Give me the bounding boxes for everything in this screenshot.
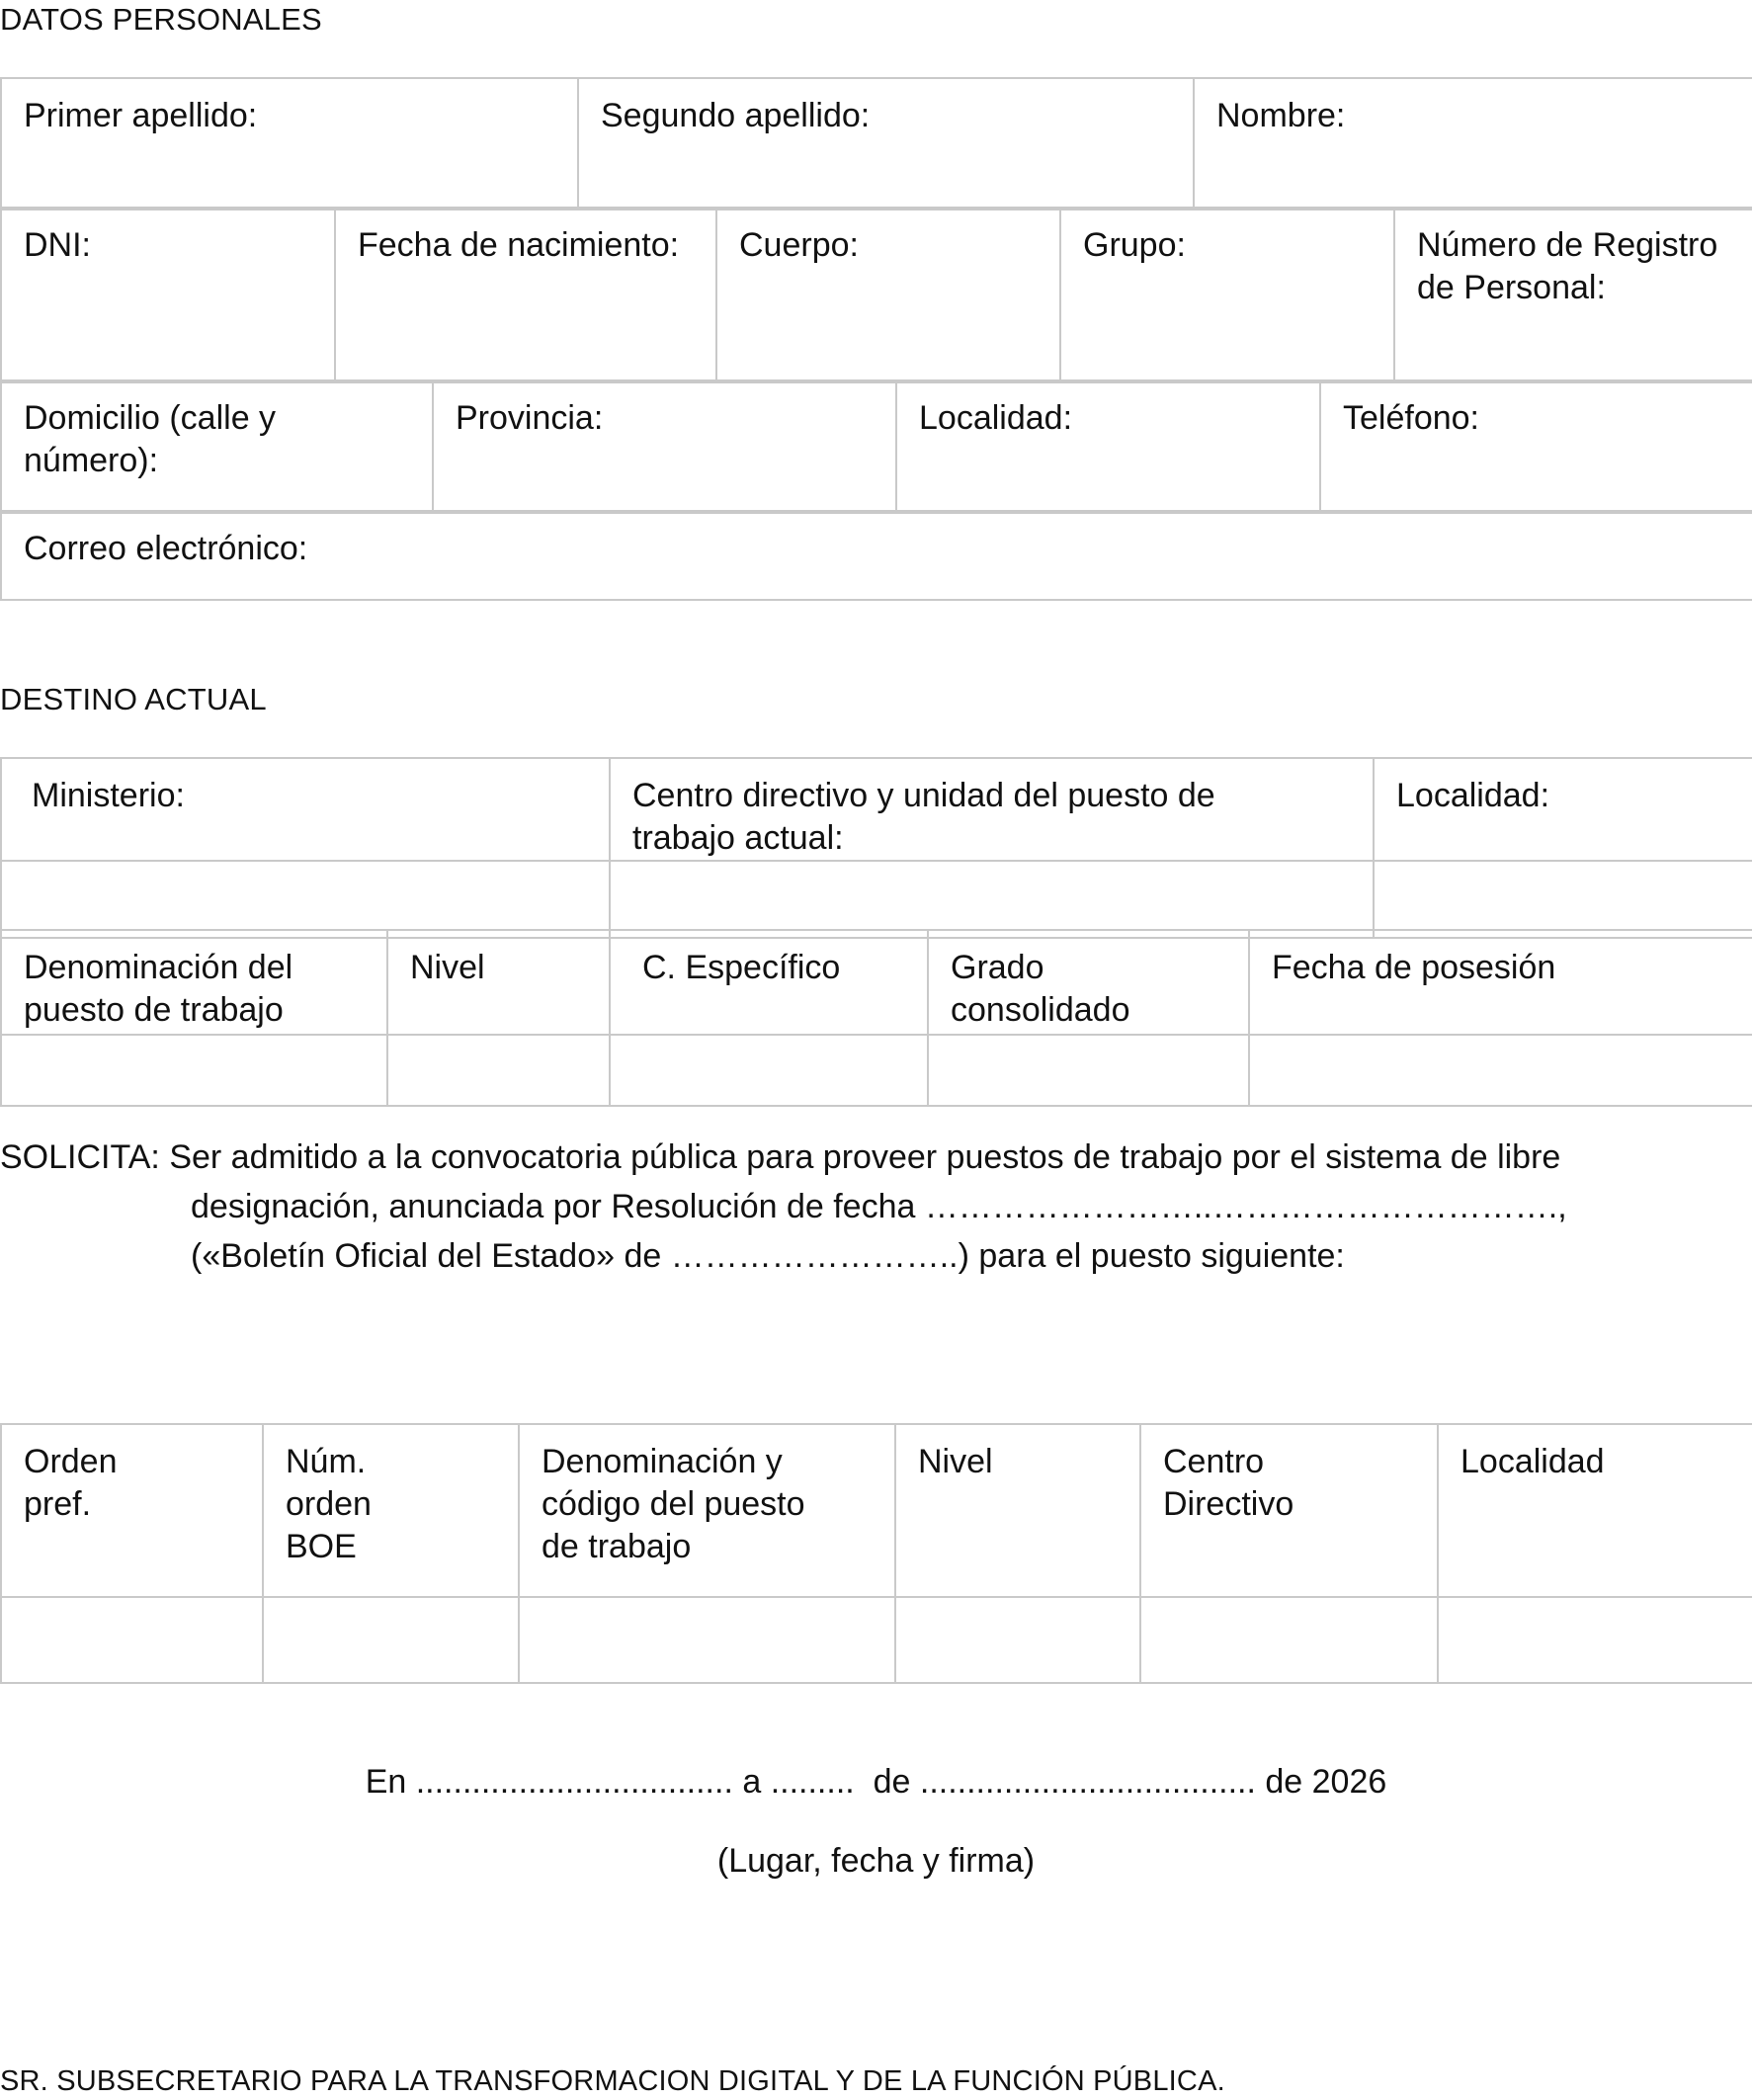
input-ministerio[interactable] [1, 861, 610, 938]
solicita-label: SOLICITA: [0, 1138, 160, 1176]
header-denominacion-codigo: Denominación y código del puesto de trabajo [519, 1424, 895, 1597]
field-dni[interactable]: DNI: [1, 208, 335, 382]
input-fecha-posesion[interactable] [1249, 1035, 1752, 1106]
puestos-table [0, 1423, 1752, 1684]
input-nivel[interactable] [387, 1035, 610, 1106]
input-denominacion-codigo[interactable] [519, 1597, 895, 1683]
field-localidad[interactable]: Localidad: [896, 380, 1320, 513]
solicita-line-3 [0, 1230, 1752, 1280]
header-ministerio: Ministerio: [1, 758, 610, 861]
field-primer-apellido[interactable]: Primer apellido: [1, 78, 578, 210]
solicita-line-2 [0, 1181, 1752, 1230]
solicita-line-1 [0, 1132, 1752, 1181]
datos-personales-row2 [0, 207, 1752, 383]
field-segundo-apellido[interactable]: Segundo apellido: [578, 78, 1194, 210]
input-denominacion-puesto[interactable] [1, 1035, 387, 1106]
field-provincia[interactable]: Provincia: [433, 380, 896, 513]
field-telefono[interactable]: Teléfono: [1320, 380, 1752, 513]
section-title-destino-actual: DESTINO ACTUAL [0, 682, 267, 716]
input-centro-directivo[interactable] [610, 861, 1374, 938]
header-grado-consolidado: Grado consolidado [928, 930, 1249, 1035]
header-num-orden-boe: Núm. orden BOE [263, 1424, 519, 1597]
header-centro-directivo: Centro directivo y unidad del puesto de trabajo actual: [610, 758, 1374, 861]
destino-actual-table-bottom [0, 929, 1752, 1107]
input-nivel-puesto[interactable] [895, 1597, 1140, 1683]
section-title-datos-personales: DATOS PERSONALES [0, 2, 322, 37]
footer-addressee: SR. SUBSECRETARIO PARA LA TRANSFORMACION DIGITAL Y DE LA FUNCIÓN PÚBLICA. [0, 2065, 1225, 2097]
input-localidad-actual[interactable] [1374, 861, 1752, 938]
header-denominacion-puesto: Denominación del puesto de trabajo [1, 930, 387, 1035]
field-cuerpo[interactable]: Cuerpo: [716, 208, 1060, 382]
header-c-especifico: C. Específico [610, 930, 928, 1035]
field-grupo[interactable]: Grupo: [1060, 208, 1394, 382]
destino-actual-table-top [0, 757, 1752, 939]
header-nivel-puesto: Nivel [895, 1424, 1140, 1597]
header-orden-pref: Orden pref. [1, 1424, 263, 1597]
input-num-orden-boe[interactable] [263, 1597, 519, 1683]
input-c-especifico[interactable] [610, 1035, 928, 1106]
field-domicilio[interactable]: Domicilio (calle y número): [1, 380, 433, 513]
field-registro-personal[interactable]: Número de Registro de Personal: [1394, 208, 1752, 382]
solicita-text-3[interactable]: («Boletín Oficial del Estado» de ……………………..) para el puesto siguiente: [191, 1237, 1345, 1275]
header-localidad-puesto: Localidad [1438, 1424, 1752, 1597]
solicita-paragraph [0, 1132, 1752, 1280]
field-correo-electronico[interactable]: Correo electrónico: [1, 511, 1752, 600]
input-localidad-puesto[interactable] [1438, 1597, 1752, 1683]
field-nombre[interactable]: Nombre: [1194, 78, 1752, 210]
lugar-fecha-firma-caption: (Lugar, fecha y firma) [716, 1842, 1036, 1880]
datos-personales-row4 [0, 510, 1752, 601]
input-centro-directivo-puesto[interactable] [1140, 1597, 1438, 1683]
solicita-text-1: Ser admitido a la convocatoria pública para proveer puestos de trabajo por el sistema de libre [169, 1138, 1561, 1176]
header-localidad: Localidad: [1374, 758, 1752, 861]
lugar-fecha-line[interactable]: En .................................. a ......... de .................................... de 2026 [365, 1763, 1387, 1801]
solicita-text-2[interactable]: designación, anunciada por Resolución de fecha ……………………..…………………………., [191, 1188, 1567, 1225]
header-centro-directivo-puesto: Centro Directivo [1140, 1424, 1438, 1597]
datos-personales-row3 [0, 379, 1752, 514]
header-nivel: Nivel [387, 930, 610, 1035]
field-fecha-nacimiento[interactable]: Fecha de nacimiento: [335, 208, 716, 382]
datos-personales-row1 [0, 77, 1752, 210]
input-orden-pref[interactable] [1, 1597, 263, 1683]
header-fecha-posesion: Fecha de posesión [1249, 930, 1752, 1035]
input-grado-consolidado[interactable] [928, 1035, 1249, 1106]
